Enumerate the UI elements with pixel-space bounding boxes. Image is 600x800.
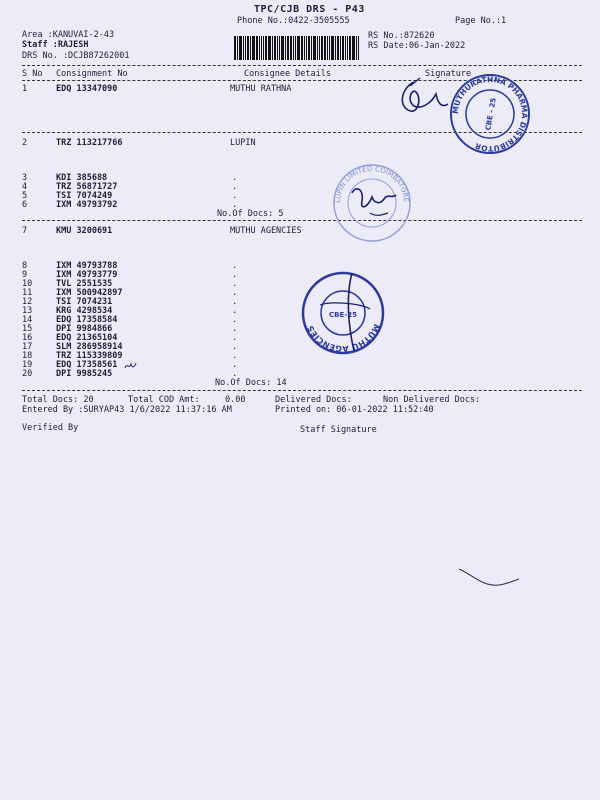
barcode-bar [277, 36, 278, 60]
row-consignment: TVL 2551535 [56, 279, 113, 289]
barcode-bar [245, 36, 246, 60]
row-consignment: DPI 9984866 [56, 324, 113, 334]
row-consignment: IXM 49793788 [56, 261, 118, 271]
barcode-bar [243, 36, 244, 60]
col-header-consignment: Consignment No [56, 69, 128, 79]
row-marker: . [232, 182, 238, 192]
barcode-bar [297, 36, 300, 60]
barcode-bar [295, 36, 296, 60]
barcode-bar [237, 36, 238, 60]
row-sno: 14 [22, 315, 33, 325]
row-sno: 18 [22, 351, 33, 361]
pen-stroke [455, 565, 525, 591]
barcode-bar [319, 36, 320, 60]
barcode-bar [337, 36, 339, 60]
barcode-bar [304, 36, 305, 60]
delivered-docs: Delivered Docs: [275, 395, 352, 405]
row-marker: . [232, 333, 238, 343]
row-sno: 3 [22, 173, 28, 183]
drs-number: DRS No. :DCJB87262001 [22, 51, 130, 61]
row-sno: 8 [22, 261, 28, 271]
group-doc-count: No.Of Docs: 14 [215, 378, 287, 388]
row-consignment: IXM 49793792 [56, 200, 118, 210]
row-consignment: EDQ 13347090 [56, 84, 118, 94]
col-header-signature: Signature [425, 69, 472, 79]
barcode-bar [250, 36, 251, 60]
barcode-bar [347, 36, 348, 60]
barcode [234, 36, 360, 60]
stamp-ring-text: MUTHURATHNA PHARMA DISTRIBUTOR [450, 74, 530, 154]
non-delivered-docs: Non Delivered Docs: [383, 395, 481, 405]
row-consignment: EDQ 17358561 [56, 360, 118, 370]
staff-signature-label: Staff Signature [300, 425, 377, 435]
barcode-bar [279, 36, 280, 60]
divider [22, 65, 582, 66]
barcode-bar [281, 36, 284, 60]
row-consignment: KRG 4298534 [56, 306, 113, 316]
barcode-bar [306, 36, 307, 60]
row-consignment: SLM 286958914 [56, 342, 123, 352]
barcode-bar [239, 36, 242, 60]
barcode-bar [259, 36, 260, 60]
barcode-bar [313, 36, 316, 60]
total-cod-label: Total COD Amt: [128, 395, 200, 405]
row-consignment: TSI 7074249 [56, 191, 113, 201]
signature-scribble [392, 74, 452, 120]
barcode-bar [311, 36, 312, 60]
row-marker: . [232, 351, 238, 361]
phone-number: Phone No.:0422-3505555 [237, 16, 350, 26]
row-sno: 1 [22, 84, 28, 94]
row-consignment: TRZ 56871727 [56, 182, 118, 192]
row-consignee: MUTHU AGENCIES [230, 226, 302, 236]
col-header-sno: S No [22, 69, 43, 79]
row-consignment: KDI 385688 [56, 173, 108, 183]
row-sno: 11 [22, 288, 33, 298]
row-sno: 9 [22, 270, 28, 280]
col-header-consignee: Consignee Details [244, 69, 331, 79]
barcode-bar [345, 36, 346, 60]
barcode-bar [285, 36, 286, 60]
row-marker: . [232, 173, 238, 183]
total-cod-value: 0.00 [225, 395, 246, 405]
stamp-center-text: CBE-25 [329, 311, 357, 319]
row-marker: . [232, 324, 238, 334]
barcode-bar [349, 36, 351, 60]
stamp-ring-text: LUPIN LIMITED COIMBATORE [333, 164, 411, 204]
divider [22, 390, 582, 391]
barcode-bar [335, 36, 336, 60]
barcode-bar [256, 36, 258, 60]
printed-on: Printed on: 06-01-2022 11:52:40 [275, 405, 434, 415]
barcode-bar [293, 36, 294, 60]
agencies-stamp [300, 265, 386, 359]
staff-label: Staff :RAJESH [22, 40, 89, 50]
barcode-bar [308, 36, 310, 60]
barcode-bar [317, 36, 318, 60]
row-consignment: TRZ 115339809 [56, 351, 123, 361]
row-marker: . [232, 360, 238, 370]
row-sno: 4 [22, 182, 28, 192]
row-consignment: IXM 500942897 [56, 288, 123, 298]
row-marker: . [232, 288, 238, 298]
barcode-bar [247, 36, 249, 60]
rs-date: RS Date:06-Jan-2022 [368, 41, 466, 51]
row-sno: 17 [22, 342, 33, 352]
barcode-bar [301, 36, 303, 60]
row-sno: 10 [22, 279, 33, 289]
row-sno: 15 [22, 324, 33, 334]
barcode-bar [329, 36, 330, 60]
area-label: Area :KANUVAI-2-43 [22, 30, 115, 40]
row-consignment: TSI 7074231 [56, 297, 113, 307]
barcode-bar [234, 36, 236, 60]
row-marker: . [232, 306, 238, 316]
svg-text:MUTHU AGENCIES [306, 322, 381, 353]
barcode-bar [331, 36, 334, 60]
barcode-bar [356, 36, 357, 60]
lupin-stamp [330, 163, 414, 243]
barcode-bar [263, 36, 264, 60]
barcode-bar [342, 36, 344, 60]
row-sno: 7 [22, 226, 28, 236]
verified-by: Verified By [22, 423, 79, 433]
barcode-bar [324, 36, 326, 60]
barcode-bar [352, 36, 355, 60]
row-sno: 6 [22, 200, 28, 210]
row-marker: . [232, 200, 238, 210]
row-consignee: MUTHU RATHNA [230, 84, 292, 94]
handwritten-mark [124, 360, 138, 372]
row-sno: 12 [22, 297, 33, 307]
row-sno: 20 [22, 369, 33, 379]
distributor-stamp [448, 72, 532, 156]
row-consignment: EDQ 21365104 [56, 333, 118, 343]
barcode-bar [268, 36, 271, 60]
row-consignment: TRZ 113217766 [56, 138, 123, 148]
row-marker: . [232, 261, 238, 271]
total-docs: Total Docs: 20 [22, 395, 94, 405]
row-sno: 5 [22, 191, 28, 201]
barcode-bar [261, 36, 262, 60]
row-sno: 2 [22, 138, 28, 148]
entered-by: Entered By :SURYAP43 1/6/2022 11:37:16 AM [22, 405, 232, 415]
page-number: Page No.:1 [455, 16, 507, 26]
row-marker: . [232, 342, 238, 352]
barcode-bar [327, 36, 328, 60]
row-marker: . [232, 315, 238, 325]
row-marker: . [232, 279, 238, 289]
barcode-bar [287, 36, 289, 60]
barcode-bar [290, 36, 292, 60]
barcode-bar [321, 36, 323, 60]
group-doc-count: No.Of Docs: 5 [217, 209, 284, 219]
row-sno: 16 [22, 333, 33, 343]
document-title: TPC/CJB DRS - P43 [254, 4, 365, 15]
row-consignment: EDQ 17358584 [56, 315, 118, 325]
barcode-bar [274, 36, 276, 60]
row-marker: . [232, 297, 238, 307]
divider [22, 220, 582, 221]
row-marker: . [232, 270, 238, 280]
row-consignment: KMU 3200691 [56, 226, 113, 236]
row-marker: . [232, 369, 238, 379]
barcode-bar [265, 36, 267, 60]
row-consignment: IXM 49793779 [56, 270, 118, 280]
barcode-bar [358, 36, 359, 60]
row-consignee: LUPIN [230, 138, 256, 148]
stamp-ring-text: MUTHU AGENCIES [305, 322, 381, 354]
stamp-center-text: CBE - 25 [484, 97, 498, 132]
row-sno: 13 [22, 306, 33, 316]
row-marker: . [232, 191, 238, 201]
row-consignment: DPI 9985245 [56, 369, 113, 379]
rs-number: RS No.:872620 [368, 31, 435, 41]
row-sno: 19 [22, 360, 33, 370]
barcode-bar [340, 36, 341, 60]
barcode-bar [272, 36, 273, 60]
barcode-bar [252, 36, 255, 60]
